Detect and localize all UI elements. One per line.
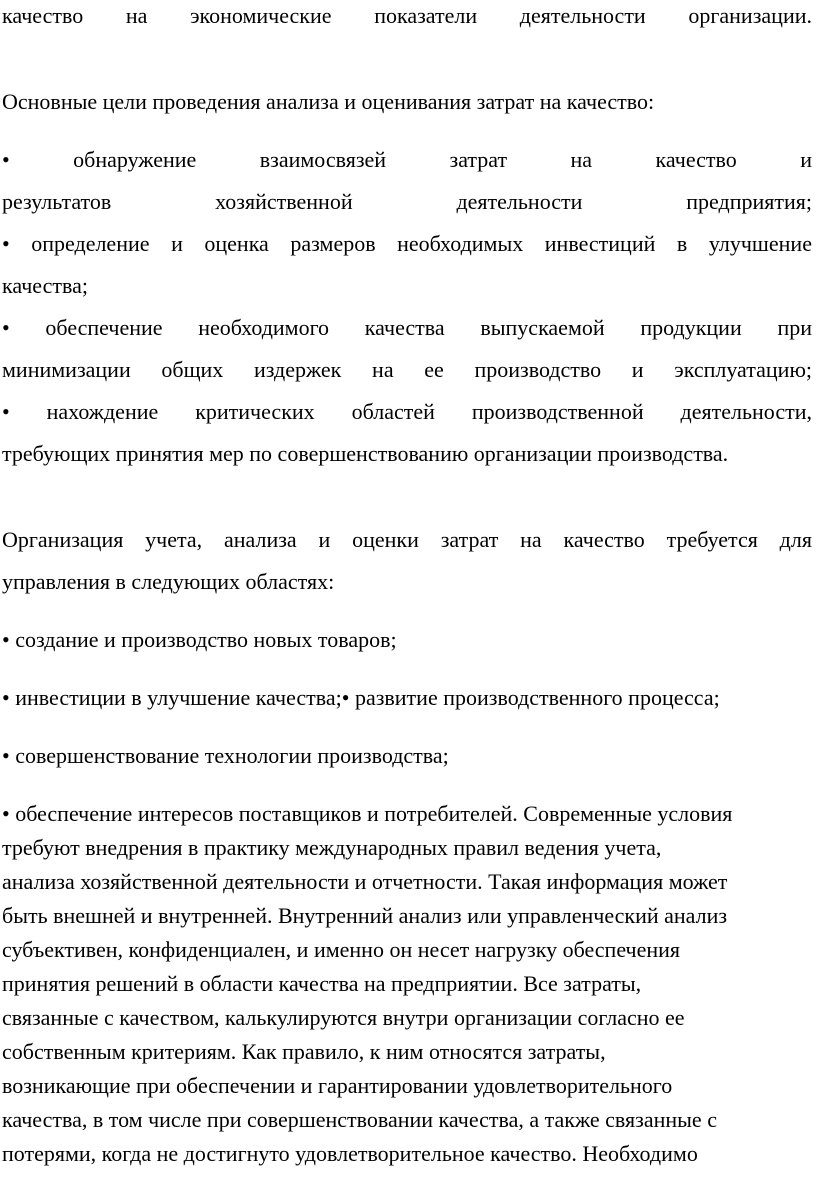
body-line-9: возникающие при обеспечении и гарантировании удовлетворительного <box>2 1073 673 1098</box>
word: минимизации <box>2 357 131 382</box>
word: выпускаемой <box>480 315 605 340</box>
word: продукции <box>640 315 742 340</box>
word: качество <box>655 147 737 172</box>
word: нахождение <box>46 399 159 424</box>
word: необходимого <box>198 315 330 340</box>
bullet-3-line-2 <box>2 356 812 384</box>
bullet-1-line-2 <box>2 188 812 216</box>
body-line-10: качества, в том числе при совершенствовании качества, а также связанные с <box>2 1107 717 1132</box>
word: хозяйственной <box>215 189 353 214</box>
bullet-2-line-1 <box>2 230 812 258</box>
word: производство <box>474 357 602 382</box>
word: на <box>570 147 593 172</box>
body-line-2: требуют внедрения в практику международных правил ведения учета, <box>2 835 662 860</box>
word: ее <box>424 357 444 382</box>
word: деятельности, <box>680 399 812 424</box>
word: для <box>779 527 812 552</box>
word: качество <box>563 527 645 552</box>
word: определение <box>31 231 150 256</box>
word: Организация <box>2 527 124 552</box>
body-line-3: анализа хозяйственной деятельности и отчетности. Такая информация может <box>2 869 728 894</box>
word: при <box>777 315 812 340</box>
word: • <box>2 147 10 172</box>
word: на <box>125 3 148 28</box>
word: затрат <box>449 147 508 172</box>
word: деятельности <box>519 3 646 28</box>
word: предприятия; <box>686 189 812 214</box>
word: качество <box>2 3 84 28</box>
word: • <box>2 399 10 424</box>
word: затрат <box>440 527 499 552</box>
list-item-new-products: • создание и производство новых товаров; <box>2 627 397 652</box>
word: и <box>800 147 812 172</box>
word: анализа <box>223 527 297 552</box>
bullet-4-line-1 <box>2 398 812 426</box>
word: взаимосвязей <box>259 147 387 172</box>
word: и <box>171 231 183 256</box>
word: экономические <box>190 3 332 28</box>
word: организации. <box>688 3 812 28</box>
bullet-3-line-1 <box>2 314 812 342</box>
word: в <box>676 231 688 256</box>
word: инвестиций <box>544 231 656 256</box>
word: критических <box>195 399 315 424</box>
word: и <box>318 527 331 552</box>
word: на <box>520 527 542 552</box>
word: издержек <box>253 357 342 382</box>
bullet-4-line-2: требующих принятия мер по совершенствованию организации производства. <box>2 441 729 466</box>
word: обеспечение <box>45 315 163 340</box>
word: обнаружение <box>73 147 197 172</box>
body-line-6: принятия решений в области качества на предприятии. Все затраты, <box>2 971 642 996</box>
list-item-investments: • инвестиции в улучшение качества;• развитие производственного процесса; <box>2 685 720 710</box>
paragraph-goals-intro: Основные цели проведения анализа и оценивания затрат на качество: <box>2 89 655 114</box>
body-line-11: потерями, когда не достигнуто удовлетворительное качество. Необходимо <box>2 1141 698 1166</box>
bullet-1-line-1 <box>2 146 812 174</box>
word: результатов <box>2 189 112 214</box>
word: необходимых <box>397 231 524 256</box>
word: требуется <box>666 527 758 552</box>
word: и <box>631 357 644 382</box>
body-line-8: собственным критериям. Как правило, к ним относятся затраты, <box>2 1039 606 1064</box>
word: производственной <box>471 399 644 424</box>
body-line-4: быть внешней и внутренней. Внутренний анализ или управленческий анализ <box>2 903 728 928</box>
word: • <box>2 231 10 256</box>
word: оценки <box>352 527 419 552</box>
body-line-1: • обеспечение интересов поставщиков и потребителей. Современные условия <box>2 801 733 826</box>
word: учета, <box>145 527 203 552</box>
word: размеров <box>290 231 376 256</box>
word: оценка <box>204 231 269 256</box>
word: областей <box>351 399 435 424</box>
word: показатели <box>374 3 478 28</box>
body-line-5: субъективен, конфиденциален, и именно он несет нагрузку обеспечения <box>2 937 681 962</box>
text-line-1 <box>2 2 812 30</box>
bullet-2-line-2: качества; <box>2 273 88 298</box>
list-item-technology: • совершенствование технологии производства; <box>2 743 449 768</box>
word: деятельности <box>456 189 583 214</box>
word: на <box>372 357 394 382</box>
word: общих <box>161 357 224 382</box>
word: качества <box>364 315 445 340</box>
word: улучшение <box>708 231 812 256</box>
word: эксплуатацию; <box>674 357 812 382</box>
word: • <box>2 315 10 340</box>
paragraph-organization-line-1 <box>2 526 812 554</box>
body-line-7: связанные с качеством, калькулируются внутри организации согласно ее <box>2 1005 685 1030</box>
paragraph-organization-line-2: управления в следующих областях: <box>2 569 335 594</box>
